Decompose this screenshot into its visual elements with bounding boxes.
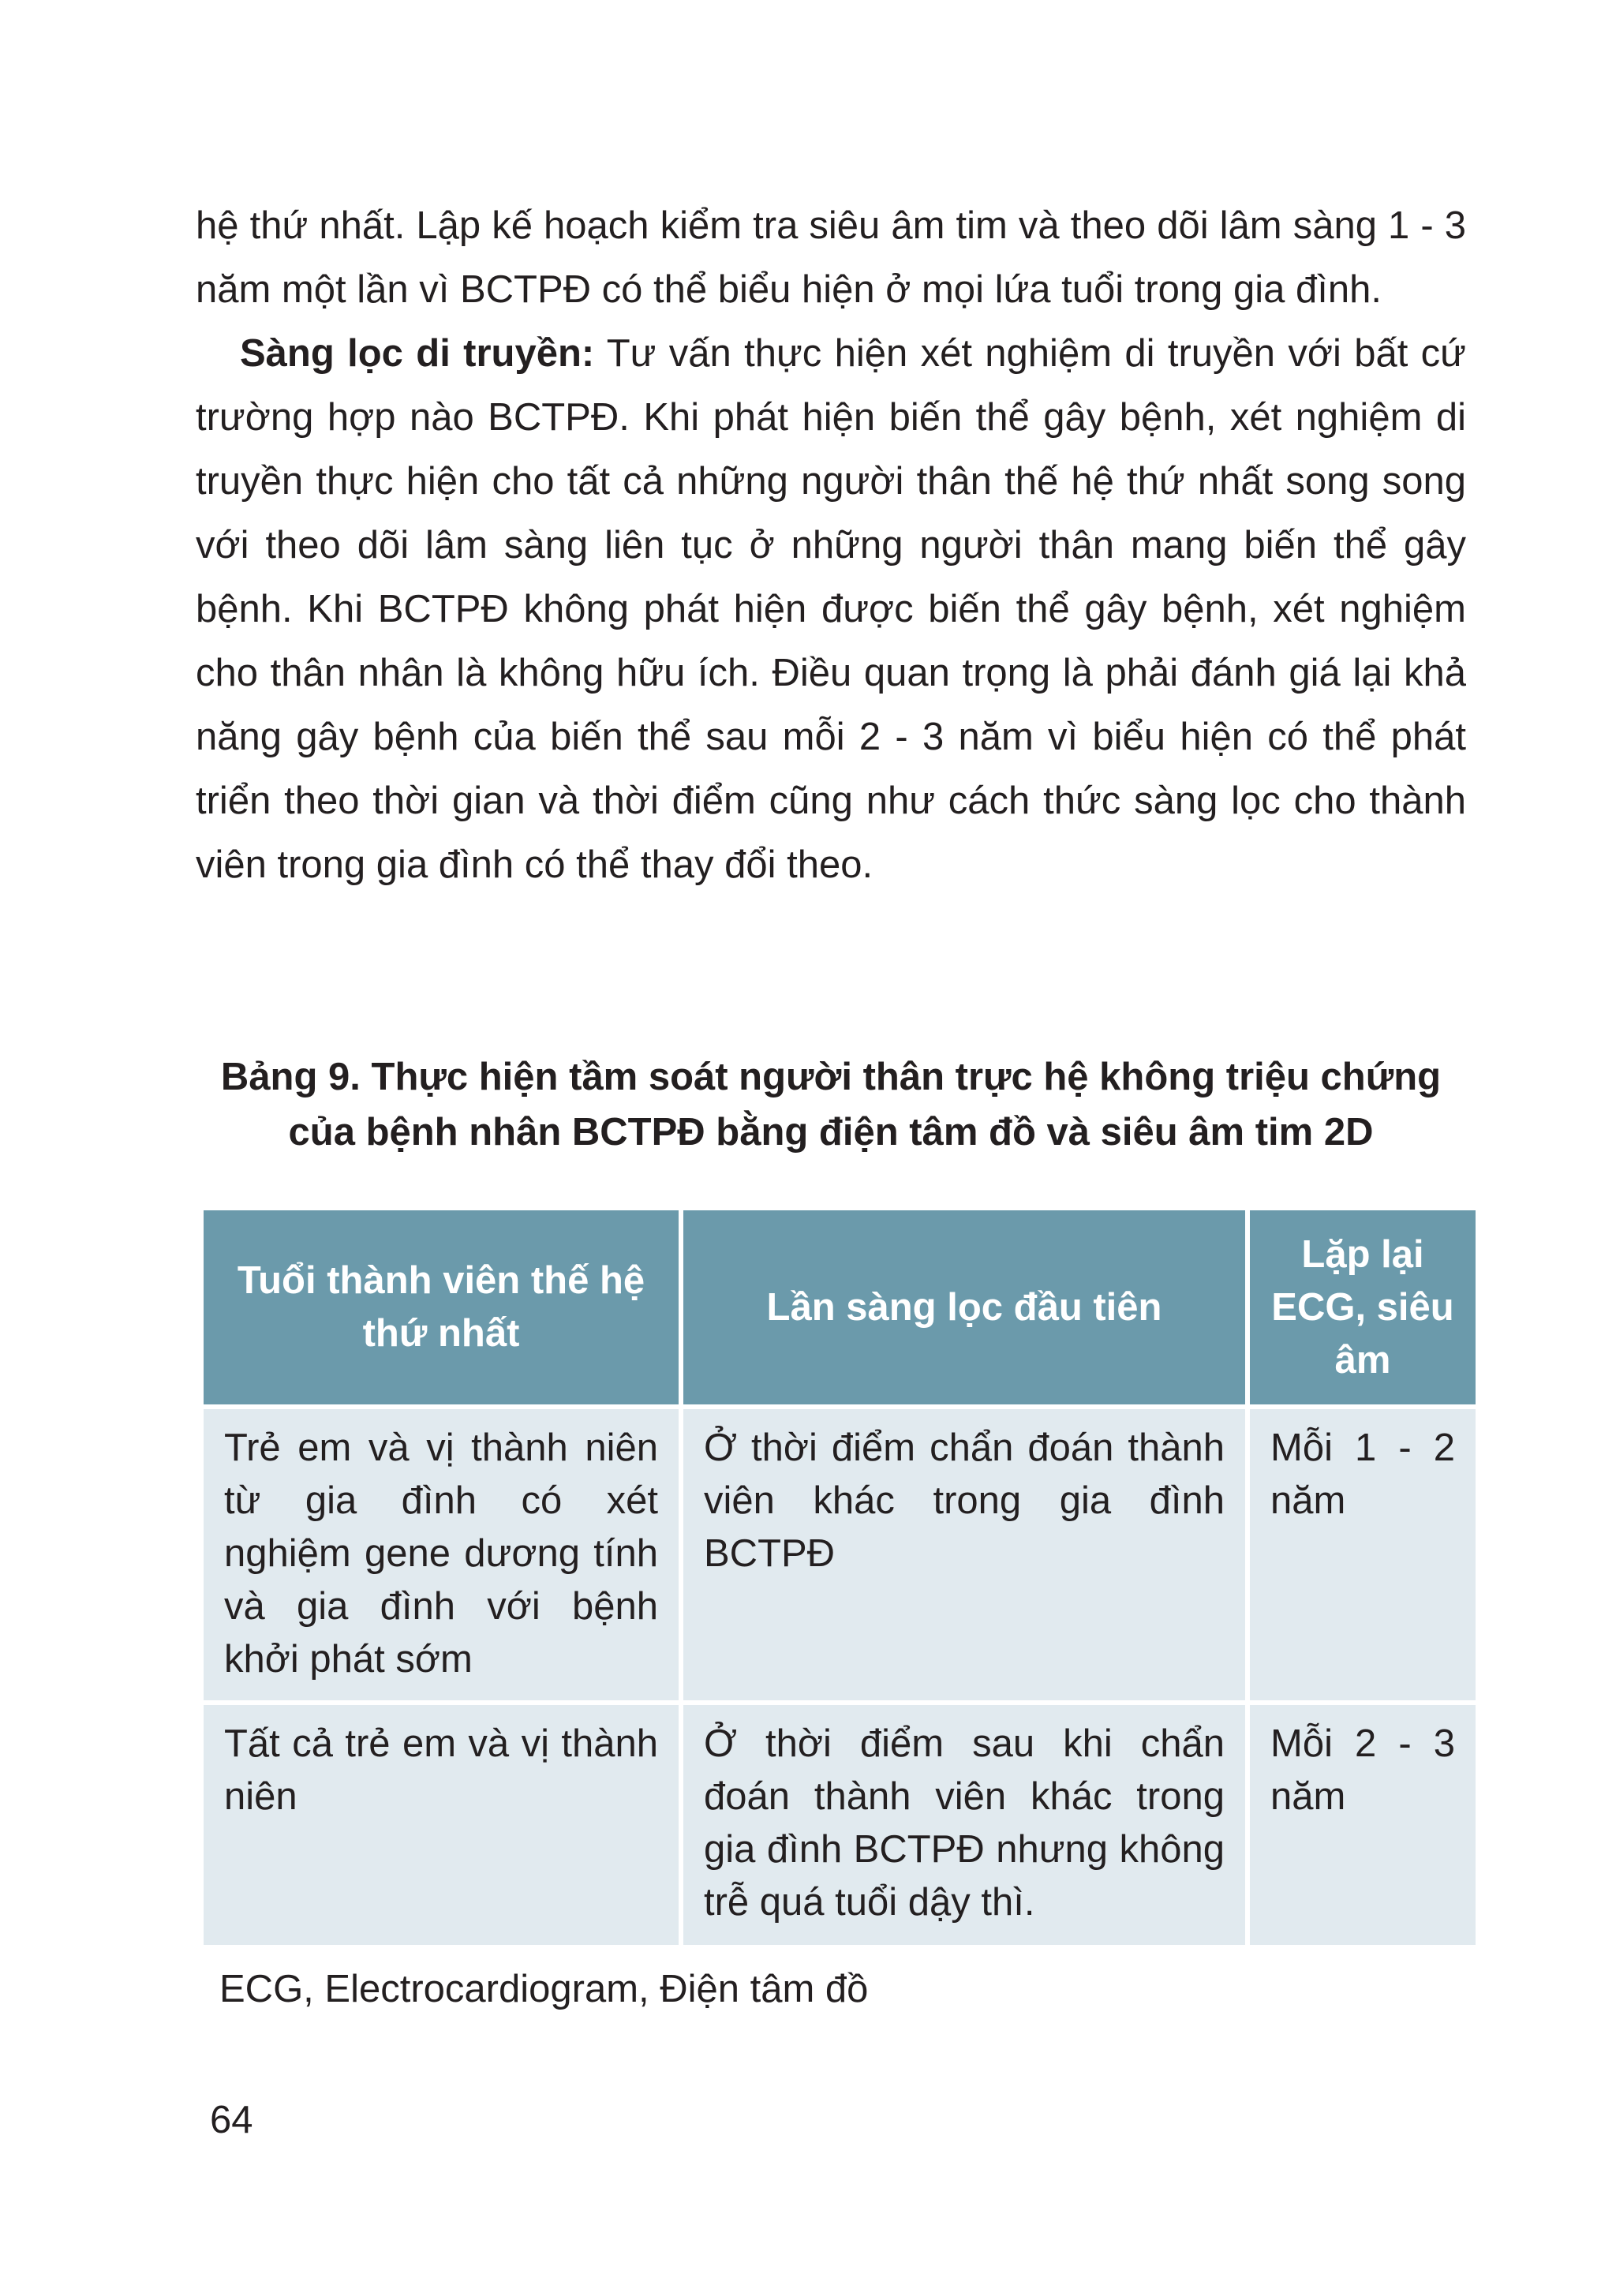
header-first-screening: Lần sàng lọc đầu tiên xyxy=(683,1210,1245,1404)
paragraph-lead-heading: Sàng lọc di truyền: xyxy=(240,332,595,375)
paragraph-body: Tư vấn thực hiện xét nghiệm di truyền với bất cứ trường hợp nào BCTPĐ. Khi phát hiện biến thể gây bệnh, xét nghiệm di truyền thực hiện cho tất cả những người thân thế hệ thứ nhất song song với theo dõi lâm sàng liên tục ở những người thân mang biến thể gây bệnh. Khi BCTPĐ không phát hiện được biến thể gây bệnh, xét nghiệm cho thân nhân là không hữu ích. Điều quan trọng là phải đánh giá lại khả năng gây bệnh của biến thể sau mỗi 2 - 3 năm vì biểu hiện có thể phát triển theo thời gian và thời điểm cũng như cách thức sàng lọc cho thành viên trong gia đình có thể thay đổi theo. xyxy=(196,332,1466,886)
caption-line-2: của bệnh nhân BCTPĐ bằng điện tâm đồ và siêu âm tim 2D xyxy=(288,1111,1374,1154)
paragraph-genetic-screening xyxy=(196,322,1466,897)
table-caption xyxy=(196,1049,1466,1160)
page-number: 64 xyxy=(210,2099,253,2141)
table-footnote: ECG, Electrocardiogram, Điện tâm đồ xyxy=(219,1968,869,2010)
screening-table xyxy=(199,1206,1480,1950)
cell-repeat: Mỗi 2 - 3 năm xyxy=(1250,1705,1476,1945)
table-header-row xyxy=(204,1210,1476,1404)
header-age: Tuổi thành viên thế hệ thứ nhất xyxy=(204,1210,679,1404)
cell-age: Tất cả trẻ em và vị thành niên xyxy=(204,1705,679,1945)
header-repeat: Lặp lại ECG, siêu âm xyxy=(1250,1210,1476,1404)
cell-repeat: Mỗi 1 - 2 năm xyxy=(1250,1409,1476,1700)
cell-age: Trẻ em và vị thành niên từ gia đình có xét nghiệm gene dương tính và gia đình với bệnh khởi phát sớm xyxy=(204,1409,679,1700)
caption-line-1: Bảng 9. Thực hiện tầm soát người thân trực hệ không triệu chứng xyxy=(220,1056,1442,1098)
table-row xyxy=(204,1705,1476,1945)
table-row xyxy=(204,1409,1476,1700)
cell-first-screening: Ở thời điểm chẩn đoán thành viên khác trong gia đình BCTPĐ xyxy=(683,1409,1245,1700)
paragraph-continued: hệ thứ nhất. Lập kế hoạch kiểm tra siêu âm tim và theo dõi lâm sàng 1 - 3 năm một lần vì BCTPĐ có thể biểu hiện ở mọi lứa tuổi trong gia đình. xyxy=(196,204,1466,311)
cell-first-screening: Ở thời điểm sau khi chẩn đoán thành viên khác trong gia đình BCTPĐ nhưng không trễ quá tuổi dậy thì. xyxy=(683,1705,1245,1945)
body-text xyxy=(196,194,1466,897)
